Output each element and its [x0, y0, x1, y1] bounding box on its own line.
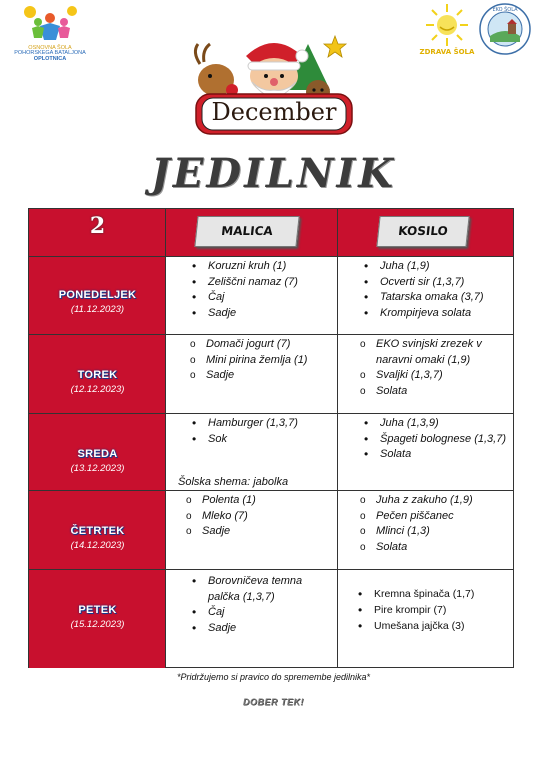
table-row: [29, 256, 513, 335]
list-item: • Čaj: [190, 605, 320, 621]
table-row: [29, 334, 513, 414]
week-number-cell: [29, 209, 166, 256]
list-item: • Kremna špinača (1,7): [356, 586, 474, 602]
table-header-row: [29, 209, 513, 256]
table-row: [29, 490, 513, 570]
day-date: (14.12.2023): [70, 540, 125, 551]
malica-list: [190, 416, 298, 447]
list-item: • Sadje: [190, 306, 298, 322]
list-item: • Umešana jajčka (3): [356, 618, 474, 634]
list-item: • Sok: [190, 432, 298, 448]
list-item: • Zeliščni namaz (7): [190, 275, 298, 291]
kosilo-cell: [338, 414, 513, 491]
list-item: • Juha (1,9): [362, 259, 484, 275]
sun-icon: [418, 2, 476, 50]
day-name: ČETRTEK: [70, 525, 125, 537]
list-item: • Krompirjeva solata: [362, 306, 484, 322]
day-date: (11.12.2023): [70, 304, 125, 315]
malica-list: [188, 337, 307, 384]
day-date: (13.12.2023): [70, 463, 125, 474]
list-item: • Tatarska omaka (3,7): [362, 290, 484, 306]
page-title: JEDILNIK: [151, 150, 396, 197]
day-cell: [29, 257, 166, 335]
list-item: • Juha (1,3,9): [362, 416, 506, 432]
list-item: o Pečen piščanec: [358, 509, 473, 525]
kosilo-header-cell: [338, 209, 513, 256]
day-cell: [29, 570, 166, 668]
school-scheme-note: Šolska shema: jabolka: [178, 476, 289, 488]
svg-text:EKO ŠOLA: EKO ŠOLA: [492, 7, 518, 13]
list-item: o Sadje: [184, 524, 256, 540]
list-item: • Čaj: [190, 290, 298, 306]
school-name-line2: POHORSKEGA BATALJONA: [14, 50, 86, 56]
day-date: (15.12.2023): [70, 619, 125, 630]
list-item: o EKO svinjski zrezek v naravni omaki (1,9): [358, 337, 508, 368]
kosilo-list: [358, 493, 473, 555]
list-item: • Sadje: [190, 621, 320, 637]
malica-cell: [166, 491, 338, 570]
table-row: [29, 569, 513, 668]
list-item: • Solata: [362, 447, 506, 463]
eko-sola-seal-icon: [478, 2, 532, 56]
list-item: o Mleko (7): [184, 509, 256, 525]
day-cell: [29, 491, 166, 570]
kosilo-list: [356, 586, 474, 634]
kosilo-list: [362, 416, 506, 463]
school-children-icon: [14, 4, 86, 46]
day-name: SREDA: [77, 448, 118, 460]
school-name-line3: OPLOTNICA: [33, 56, 67, 62]
day-cell: [29, 335, 166, 414]
list-item: • Borovničeva temna palčka (1,3,7): [190, 574, 320, 605]
list-item: o Polenta (1): [184, 493, 256, 509]
malica-cell: [166, 570, 338, 668]
malica-list: [190, 259, 298, 321]
zdrava-sola-logo: [418, 2, 476, 60]
kosilo-list: [362, 259, 484, 321]
list-item: o Juha z zakuho (1,9): [358, 493, 473, 509]
list-item: o Svaljki (1,3,7): [358, 368, 508, 384]
list-item: • Špageti bolognese (1,3,7): [362, 432, 506, 448]
month-label: December: [211, 98, 337, 126]
day-name: PETEK: [78, 604, 117, 616]
school-logo: [14, 4, 86, 62]
malica-header-cell: [166, 209, 338, 256]
list-item: • Hamburger (1,3,7): [190, 416, 298, 432]
kosilo-cell: [338, 335, 513, 414]
day-cell: [29, 414, 166, 491]
list-item: o Mlinci (1,3): [358, 524, 473, 540]
malica-cell: [166, 257, 338, 335]
greeting-text: DOBER TEK!: [243, 697, 304, 707]
zdrava-sola-text: ZDRAVA ŠOLA: [419, 48, 475, 56]
kosilo-list: [358, 337, 508, 399]
kosilo-cell: [338, 257, 513, 335]
day-date: (12.12.2023): [70, 384, 125, 395]
malica-list: [190, 574, 320, 636]
kosilo-column-header: KOSILO: [376, 216, 469, 247]
day-name: TOREK: [77, 369, 118, 381]
list-item: • Ocverti sir (1,3,7): [362, 275, 484, 291]
list-item: o Solata: [358, 384, 508, 400]
list-item: o Domači jogurt (7): [188, 337, 307, 353]
eko-sola-logo: [478, 2, 532, 56]
malica-cell: [166, 414, 338, 491]
menu-table: [28, 208, 514, 668]
kosilo-cell: [338, 491, 513, 570]
kosilo-cell: [338, 570, 513, 668]
week-number: 2: [89, 213, 106, 239]
list-item: o Sadje: [188, 368, 307, 384]
list-item: o Solata: [358, 540, 473, 556]
disclaimer-note: *Pridržujemo si pravico do spremembe jedilnika*: [176, 672, 371, 682]
list-item: o Mini pirina žemlja (1): [188, 353, 307, 369]
day-name: PONEDELJEK: [58, 289, 137, 301]
school-name-line1: OSNOVNA ŠOLA: [28, 45, 72, 51]
malica-cell: [166, 335, 338, 414]
table-row: [29, 413, 513, 491]
malica-column-header: MALICA: [194, 216, 299, 247]
list-item: • Pire krompir (7): [356, 602, 474, 618]
december-banner: [190, 34, 358, 138]
malica-list: [184, 493, 256, 540]
list-item: • Koruzni kruh (1): [190, 259, 298, 275]
